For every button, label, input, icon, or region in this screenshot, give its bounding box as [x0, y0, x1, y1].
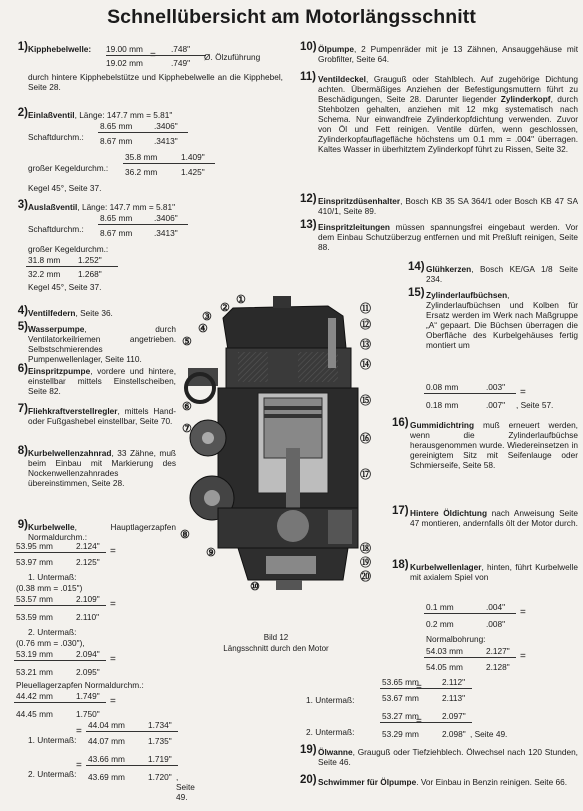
callout-3: ③	[202, 311, 212, 323]
callout-12: ⑫	[360, 319, 371, 331]
entry-7: 7) Fliehkraftverstellregler, mittels Hand- oder Fußgashebel einstellbar, Seite 70.	[17, 403, 176, 426]
callout-1: ①	[236, 294, 246, 306]
entry-8: 8) Kurbelwellenzahnrad, 33 Zähne, muß beim Einbau mit Markierung des Nockenwellenzahnrades übereinstimmen, Seite 28.	[17, 445, 176, 488]
measurement-pair: 19.00 mm .748" = 19.02 mm .749"	[106, 44, 226, 68]
callout-10: ⑩	[250, 581, 260, 593]
entry-11: 11) Ventildeckel, Grauguß oder Stahlblech. Auf zugehörige Dichtung achten. Übermäßiges Anziehen der Befestigungsmuttern führt zu Beschädigungen, Seite 28. Darunter liegender Zylinderkopf, durch Stehbolzen gehalten, anziehen mit 12 mkg systematisch nach Schema. Nur einwandfreie Zylinderkopfdichtung verwenden. Zuvor von Öl und Fett reinigen. Ventile dürfen, wenn geschlossen, Zylinderkopfauflagefläche höchstens um 0.1 mm = .004" überragen. Kaltes Wasser in überhitztem Zylinderkopf führt zu Rissen, Seite 32.	[300, 71, 578, 154]
entry-number: 1)	[17, 41, 28, 53]
callout-16: ⑯	[360, 433, 371, 445]
callout-11: ⑪	[360, 303, 371, 315]
entry-14: 14) Glühkerzen, Bosch KE/GA 1/8 Seite 234.	[408, 261, 578, 284]
entry-5: 5) Wasserpumpe, durch Ventilatorkeilriemen angetrieben. Selbstschmierendes Pumpenwellenlager, Seite 110.	[17, 321, 176, 364]
callout-6: ⑥	[182, 401, 192, 413]
entry-heading: Kipphebelwelle:	[28, 44, 92, 54]
entry-9: 9) Kurbelwelle, Hauptlagerzapfen Normaldurchm.: 53.95 mm 2.124" = 53.97 mm 2.125" 1. Untermaß: (0.38 mm = .015") 53.57 mm 2.109" = 53.59 mm 2.110" 2. Untermaß: (0.76 mm = .030"), 53.19 mm 2.094" = 53.21 mm 2.095" Pleuellagerzapfen Normaldurchm.: 44.42 mm 1.749" = 44.45 mm 1.750" 1. Untermaß: 44.04 mm 1.734" = 44.07 mm 1.735" 2. Untermaß: 43.66 mm 1.719" = 43.69 mm 1.720" , Seite 49.	[16, 519, 195, 802]
entry-20: 20) Schwimmer für Ölpumpe. Vor Einbau in Benzin reinigen. Seite 66.	[300, 774, 568, 787]
figure-caption: Bild 12 Längsschnitt durch den Motor	[223, 633, 329, 653]
engine-drawing	[178, 288, 378, 610]
callout-14: ⑭	[360, 359, 371, 371]
callout-13: ⑬	[360, 339, 371, 351]
entry-18: 18) Kurbelwellenlager, hinten, führt Kurbelwelle mit axialem Spiel von 0.1 mm .004" = 0.2 mm .008" Normalbohrung: 54.03 mm 2.127" = 54.05 mm 2.128"	[392, 559, 578, 672]
callout-15: ⑮	[360, 395, 371, 407]
entry-12: 12) Einspritzdüsenhalter, Bosch KB 35 SA 364/1 oder Bosch KB 47 SA 410/1, Seite 89.	[300, 193, 578, 216]
callout-19: ⑲	[360, 557, 371, 569]
callout-7: ⑦	[182, 423, 192, 435]
entry-15: 15) Zylinderlaufbüchsen, Zylinderlaufbüchsen und Kolben für Ersatz werden im Werk nach Maßgruppe „A“ gepaart. Die Büchsen überragen die Oberfläche des Kurbelgehäuses fertig montiert um 0.08 mm .003" = 0.18 mm .007" , Seite 57.	[408, 287, 578, 410]
entry-4: 4) Ventilfedern, Seite 36.	[17, 305, 113, 318]
page-title: Schnellübersicht am Motorlängsschnitt	[107, 6, 476, 28]
callout-9: ⑨	[206, 547, 216, 559]
entry-2: 2) Einlaßventil, Länge: 147.7 mm = 5.81" Schaftdurchm.: 8.65 mm .3406" 8.67 mm .3413" großer Kegeldurchm.: 35.8 mm 1.409" 36.2 mm 1.425" Kegel 45°, Seite 37.	[6, 110, 176, 120]
entry-1: 1) Kipphebelwelle: 19.00 mm .748" = 19.02 mm .749" Ø. Ölzuführung durch hintere Kipphebelstütze und Kipphebelwelle an die Kipphebel, Seite 28.	[6, 44, 176, 54]
callout-17: ⑰	[360, 469, 371, 481]
entry-13: 13) Einspritzleitungen müssen spannungsfrei eingebaut werden. Vor dem Einbau Schutzüberzug entfernen und mit Preßluft reinigen, Seite 88.	[300, 219, 578, 252]
entry-10: 10) Ölpumpe, 2 Pumpenräder mit je 13 Zähnen, Ansauggehäuse mit Grobfilter, Seite 64.	[300, 41, 578, 64]
entry-17: 17) Hintere Öldichtung nach Anweisung Seite 47 montieren, andernfalls ölt der Motor durch.	[392, 505, 578, 528]
entry-6: 6) Einspritzpumpe, vordere und hintere, einstellbar mittels Einstellscheiben, Seite 82.	[17, 363, 176, 396]
entry-16: 16) Gummidichtring muß erneuert werden, wenn die Zylinderlaufbüchse herausgenommen wurde. Wiedereinsetzen in gereinigtem Sitz mit Seifenlauge oder Schmierseife, Seite 58.	[392, 417, 578, 470]
callout-8: ⑧	[180, 529, 190, 541]
callout-5: ⑤	[182, 336, 192, 348]
callout-2: ②	[220, 302, 230, 314]
callout-20: ⑳	[360, 571, 371, 583]
engine-section-diagram	[178, 288, 378, 610]
entry-3: 3) Auslaßventil, Länge: 147.7 mm = 5.81" Schaftdurchm.: 8.65 mm .3406" 8.67 mm .3413" großer Kegeldurchm.: 31.8 mm 1.252" 32.2 mm 1.268" Kegel 45°, Seite 37.	[6, 202, 176, 212]
entry-19: 19) Ölwanne, Grauguß oder Tiefziehblech. Ölwechsel nach 120 Stunden, Seite 46.	[300, 744, 578, 767]
callout-4: ④	[198, 323, 208, 335]
callout-18: ⑱	[360, 543, 371, 555]
